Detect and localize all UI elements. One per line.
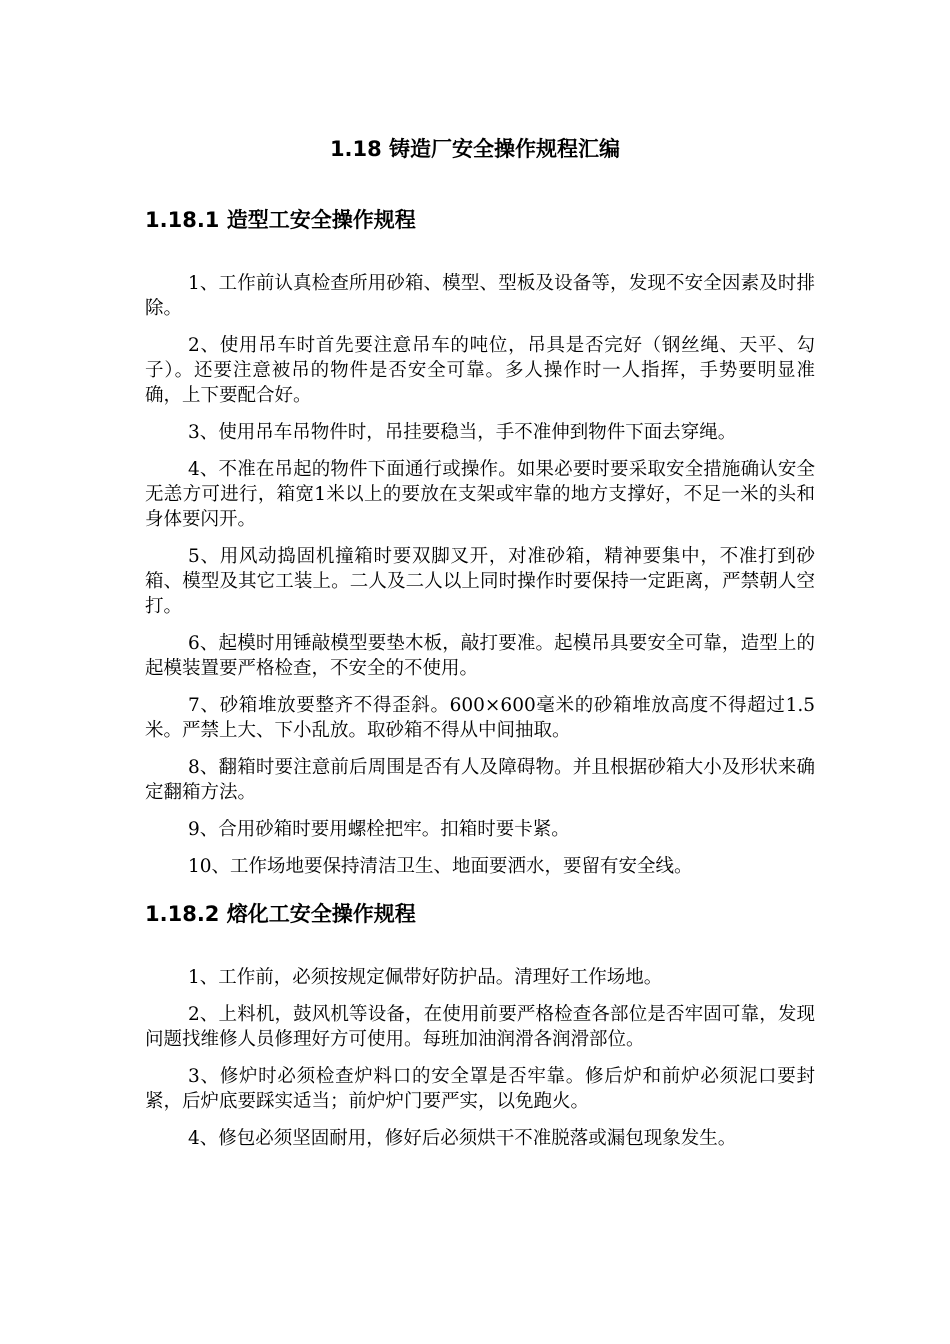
paragraph: 4、修包必须坚固耐用，修好后必须烘干不准脱落或漏包现象发生。 [188,1128,737,1149]
section-melting [145,899,815,1163]
paragraph: 7、砂箱堆放要整齐不得歪斜。600×600毫米的砂箱堆放高度不得超过1.5米。严禁上大、下小乱放。取砂箱不得从中间抽取。 [145,695,815,741]
section-heading: 1.18.1 造型工安全操作规程 [145,208,416,232]
paragraph: 2、上料机，鼓风机等设备，在使用前要严格检查各部位是否牢固可靠，发现问题找维修人员修理好方可使用。每班加油润滑各润滑部位。 [145,1004,815,1050]
paragraph: 1、工作前认真检查所用砂箱、模型、型板及设备等，发现不安全因素及时排除。 [145,273,815,319]
paragraph: 5、用风动捣固机撞箱时要双脚叉开，对准砂箱，精神要集中，不准打到砂箱、模型及其它工装上。二人及二人以上同时操作时要保持一定距离，严禁朝人空打。 [145,546,815,617]
paragraph: 6、起模时用锤敲模型要垫木板，敲打要准。起模吊具要安全可靠，造型上的起模装置要严格检查，不安全的不使用。 [145,633,815,679]
paragraph: 10、工作场地要保持清洁卫生、地面要洒水，要留有安全线。 [188,856,693,877]
paragraph: 4、不准在吊起的物件下面通行或操作。如果必要时要采取安全措施确认安全无恙方可进行，箱宽1米以上的要放在支架或牢靠的地方支撑好，不足一米的头和身体要闪开。 [145,459,815,530]
paragraph: 9、合用砂箱时要用螺栓把牢。扣箱时要卡紧。 [188,819,570,840]
paragraph: 1、工作前，必须按规定佩带好防护品。清理好工作场地。 [188,967,663,988]
section-molding [145,205,815,891]
paragraph: 3、使用吊车吊物件时，吊挂要稳当，手不准伸到物件下面去穿绳。 [188,422,737,443]
paragraph: 8、翻箱时要注意前后周围是否有人及障碍物。并且根据砂箱大小及形状来确定翻箱方法。 [145,757,815,803]
paragraph: 3、修炉时必须检查炉料口的安全罩是否牢靠。修后炉和前炉必须泥口要封紧，后炉底要踩实适当；前炉炉门要严实，以免跑火。 [145,1066,815,1112]
paragraph: 2、使用吊车时首先要注意吊车的吨位，吊具是否完好（钢丝绳、天平、勾子）。还要注意被吊的物件是否安全可靠。多人操作时一人指挥，手势要明显准确，上下要配合好。 [145,335,815,406]
document-title: 1.18 铸造厂安全操作规程汇编 [329,137,621,161]
section-heading: 1.18.2 熔化工安全操作规程 [145,902,416,926]
